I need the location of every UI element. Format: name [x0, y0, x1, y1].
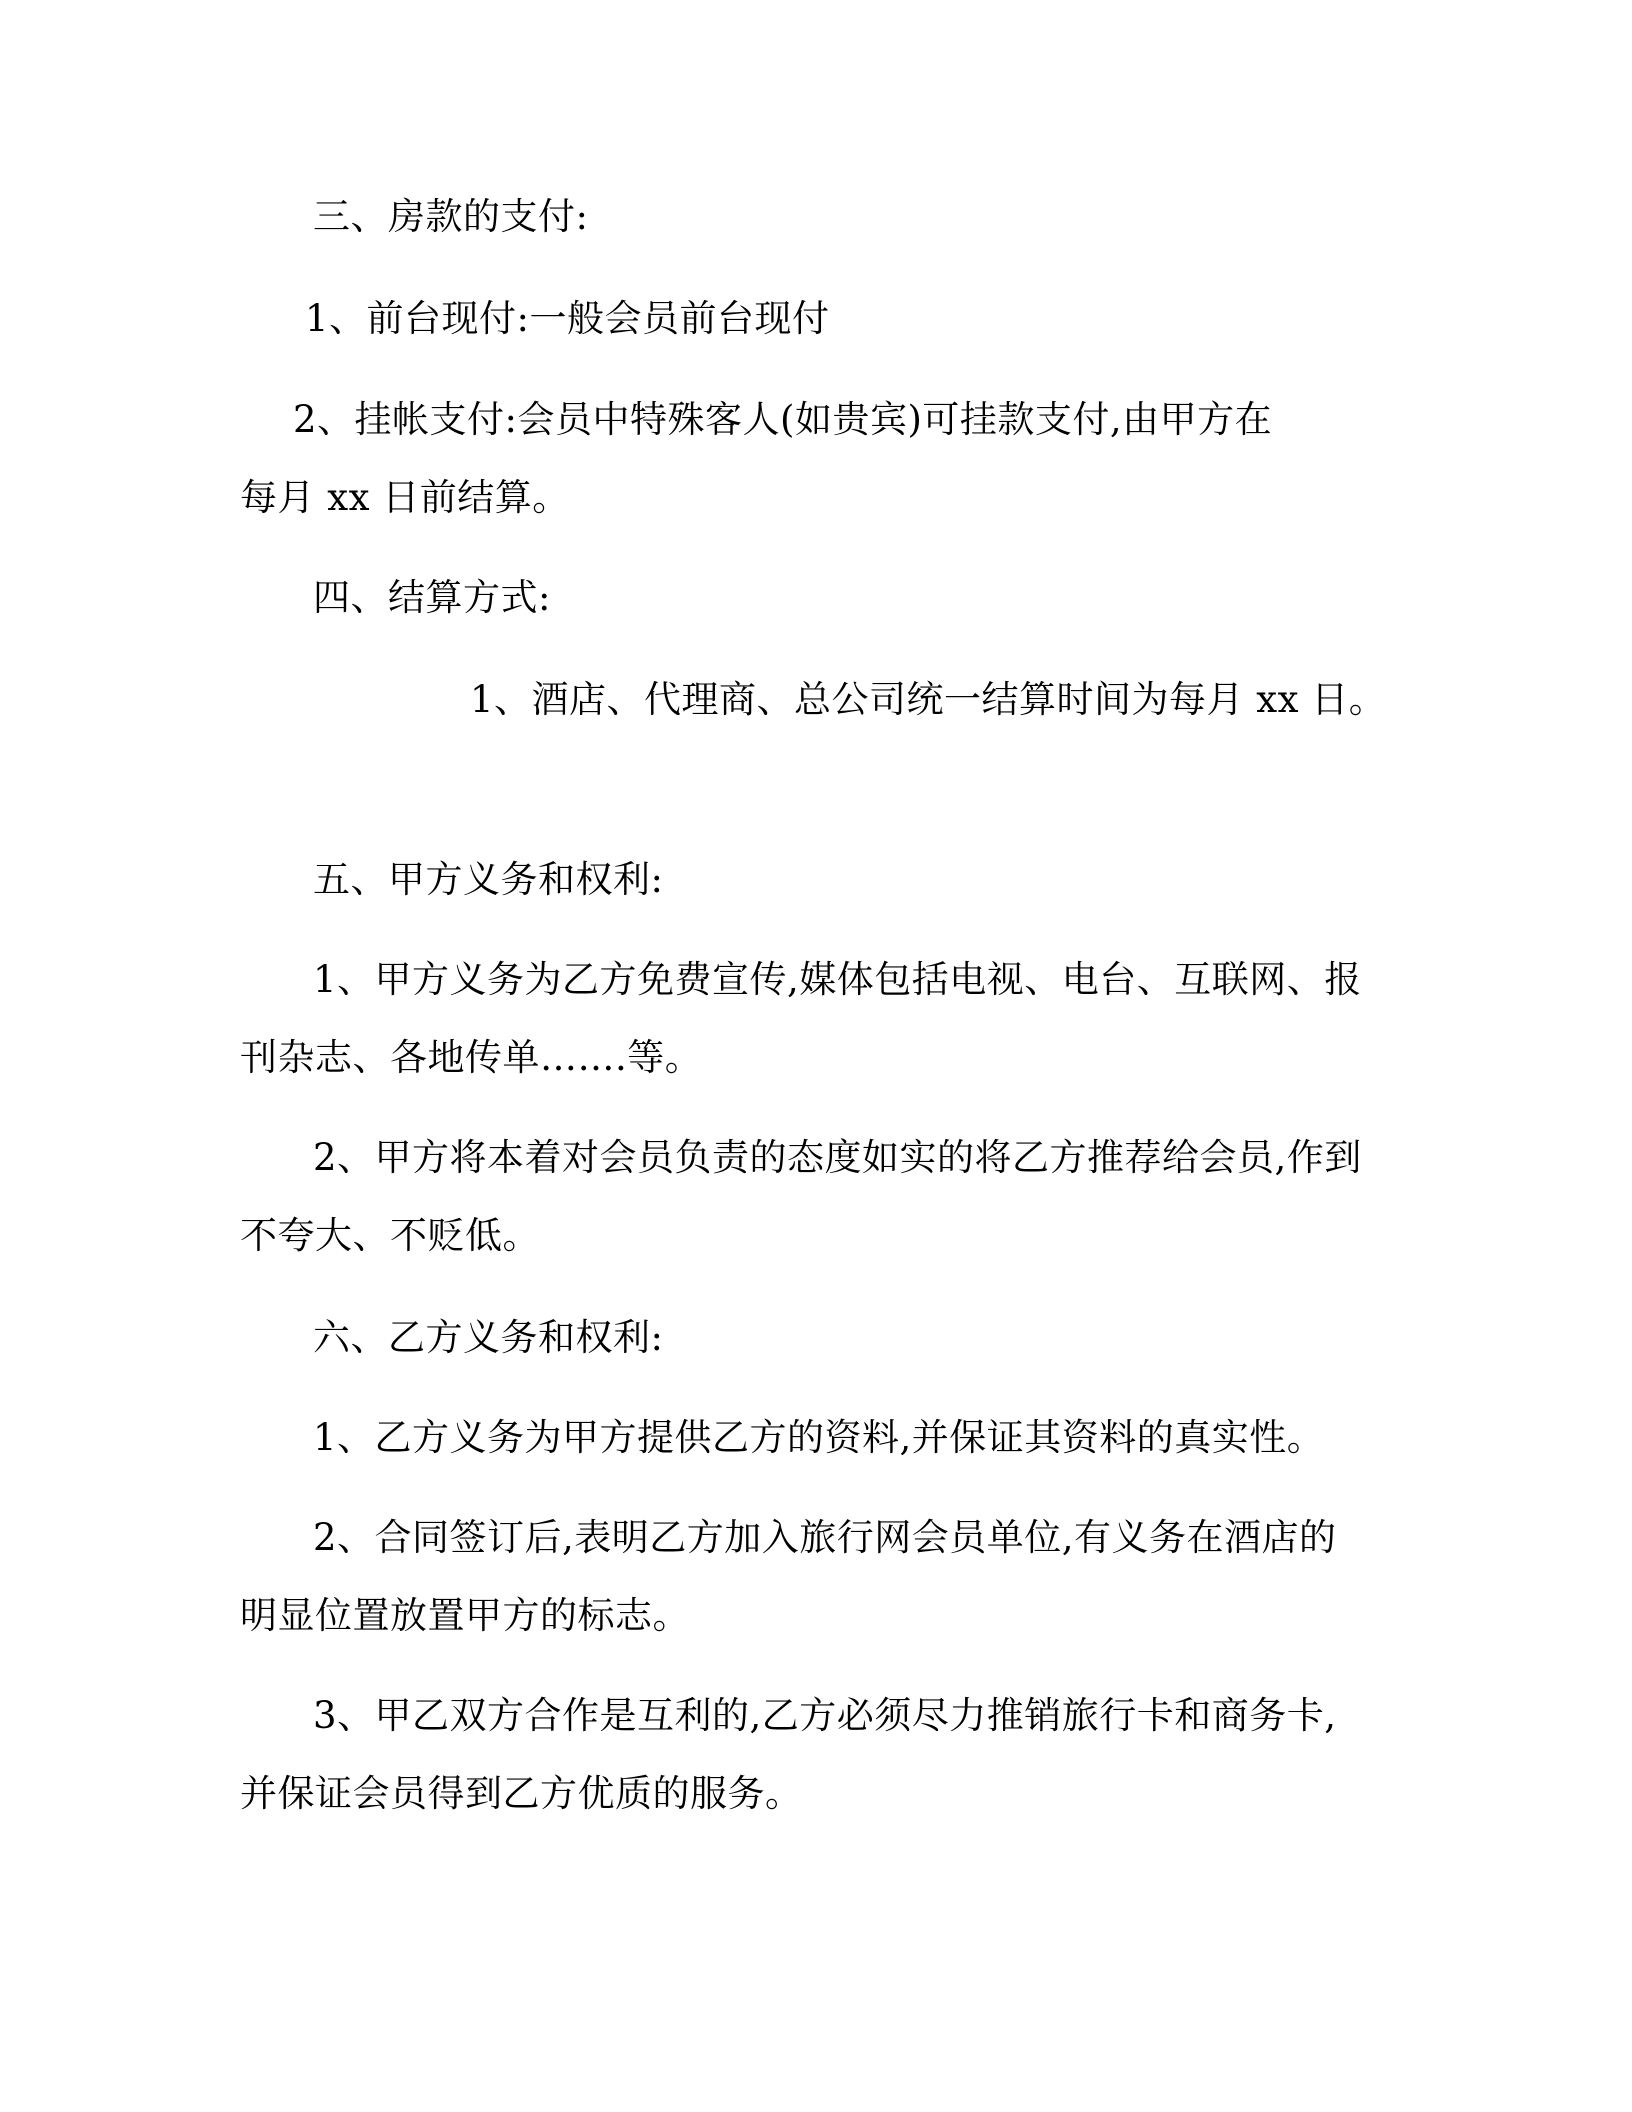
- section-6-item-2-line-2: 明显位置放置甲方的标志。: [240, 1594, 690, 1637]
- section-6-item-2-line-1: 2、合同签订后,表明乙方加入旅行网会员单位,有义务在酒店的: [313, 1516, 1337, 1559]
- section-5-item-1-line-2: 刊杂志、各地传单…….等。: [240, 1036, 703, 1079]
- section-5-item-1-line-1: 1、甲方义务为乙方免费宣传,媒体包括电视、电台、互联网、报: [313, 958, 1362, 1001]
- section-6-item-3-line-1: 3、甲乙双方合作是互利的,乙方必须尽力推销旅行卡和商务卡,: [313, 1694, 1337, 1737]
- section-4-item-1: 1、酒店、代理商、总公司统一结算时间为每月 xx 日。: [470, 678, 1387, 721]
- section-3-item-2-line-1: 2、挂帐支付:会员中特殊客人(如贵宾)可挂款支付,由甲方在: [293, 398, 1273, 441]
- section-5-heading: 五、甲方义务和权利:: [313, 858, 664, 901]
- section-3-item-2-line-2: 每月 xx 日前结算。: [240, 476, 570, 519]
- section-3-item-1: 1、前台现付:一般会员前台现付: [305, 297, 830, 340]
- section-5-item-2-line-1: 2、甲方将本着对会员负责的态度如实的将乙方推荐给会员,作到: [313, 1136, 1362, 1179]
- section-6-item-1: 1、乙方义务为甲方提供乙方的资料,并保证其资料的真实性。: [313, 1416, 1325, 1459]
- section-6-heading: 六、乙方义务和权利:: [313, 1316, 664, 1359]
- section-3-heading: 三、房款的支付:: [313, 195, 589, 238]
- section-4-heading: 四、结算方式:: [313, 576, 551, 619]
- section-6-item-3-line-2: 并保证会员得到乙方优质的服务。: [240, 1772, 803, 1815]
- section-5-item-2-line-2: 不夸大、不贬低。: [240, 1214, 540, 1257]
